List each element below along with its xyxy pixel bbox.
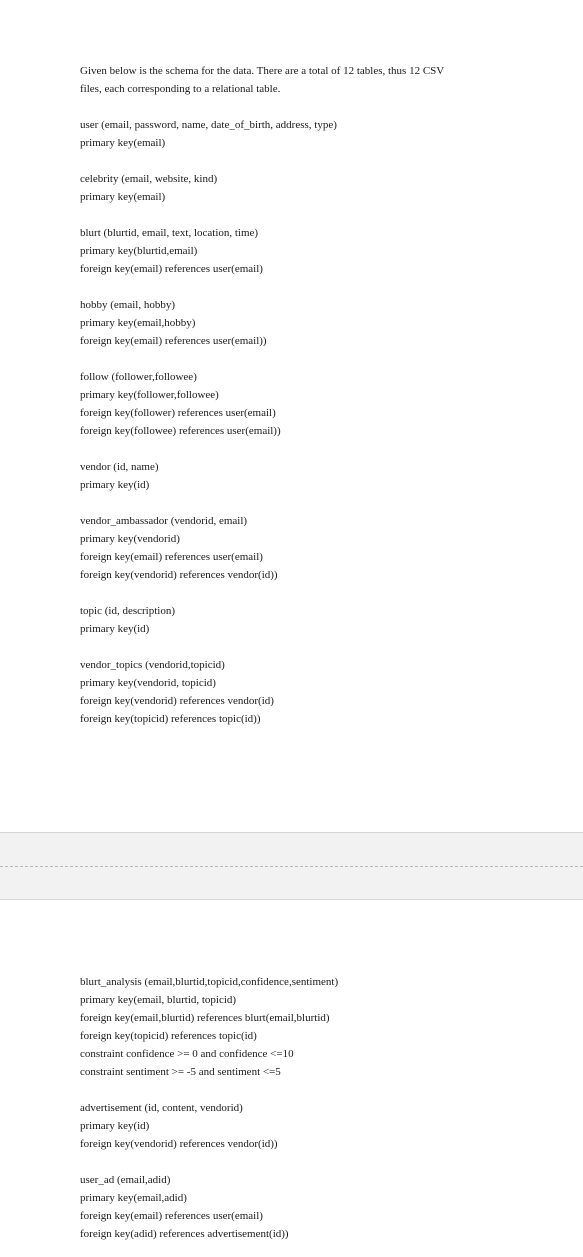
table-constraint: primary key(id)	[80, 623, 150, 635]
table-constraint: foreign key(topicid) references topic(id)	[80, 1030, 257, 1042]
table-constraint: foreign key(email) references user(email)	[80, 263, 263, 275]
table-definition	[80, 512, 520, 584]
table-constraint: primary key(blurtid,email)	[80, 245, 198, 257]
table-signature: celebrity (email, website, kind)	[80, 173, 218, 185]
table-constraint: primary key(email,adid)	[80, 1192, 187, 1204]
table-signature: advertisement (id, content, vendorid)	[80, 1102, 243, 1114]
page-break-divider	[0, 866, 583, 867]
table-constraint: foreign key(vendorid) references vendor(id))	[80, 1138, 278, 1150]
table-definition	[80, 296, 520, 350]
page-2-content	[80, 973, 520, 1243]
table-constraint: foreign key(vendorid) references vendor(id)	[80, 695, 274, 707]
table-constraint: foreign key(email) references user(email))	[80, 335, 267, 347]
table-definition	[80, 1099, 520, 1153]
page-break	[0, 832, 583, 900]
table-signature: topic (id, description)	[80, 605, 176, 617]
table-definition	[80, 170, 520, 206]
table-constraint: primary key(vendorid)	[80, 533, 180, 545]
table-constraint: foreign key(topicid) references topic(id))	[80, 713, 261, 725]
table-constraint: foreign key(follower) references user(email)	[80, 407, 276, 419]
table-constraint: primary key(follower,followee)	[80, 389, 219, 401]
table-definition	[80, 368, 520, 440]
intro-line: Given below is the schema for the data. There are a total of 12 tables, thus 12 CSV	[80, 65, 445, 77]
table-signature: hobby (email, hobby)	[80, 299, 176, 311]
table-constraint: constraint sentiment >= -5 and sentiment <=5	[80, 1066, 281, 1078]
table-constraint: foreign key(adid) references advertisement(id))	[80, 1228, 289, 1240]
table-constraint: primary key(email)	[80, 191, 166, 203]
table-constraint: foreign key(email,blurtid) references blurt(email,blurtid)	[80, 1012, 330, 1024]
table-definition	[80, 116, 520, 152]
table-constraint: foreign key(email) references user(email)	[80, 1210, 263, 1222]
table-definitions-page-2	[80, 973, 520, 1243]
table-constraint: foreign key(vendorid) references vendor(id))	[80, 569, 278, 581]
table-constraint: foreign key(email) references user(email)	[80, 551, 263, 563]
table-signature: blurt_analysis (email,blurtid,topicid,confidence,sentiment)	[80, 976, 339, 988]
table-definition	[80, 602, 520, 638]
table-definition	[80, 1171, 520, 1243]
table-signature: vendor_topics (vendorid,topicid)	[80, 659, 225, 671]
table-definition	[80, 973, 520, 1081]
table-definition	[80, 656, 520, 728]
table-definition	[80, 458, 520, 494]
table-signature: vendor_ambassador (vendorid, email)	[80, 515, 248, 527]
table-definition	[80, 224, 520, 278]
table-constraint: primary key(email)	[80, 137, 166, 149]
table-constraint: primary key(vendorid, topicid)	[80, 677, 216, 689]
table-definitions-page-1	[80, 116, 520, 728]
page-1-content	[80, 62, 520, 728]
table-signature: blurt (blurtid, email, text, location, time)	[80, 227, 259, 239]
table-constraint: primary key(id)	[80, 1120, 150, 1132]
table-signature: user_ad (email,adid)	[80, 1174, 171, 1186]
table-signature: user (email, password, name, date_of_birth, address, type)	[80, 119, 337, 131]
table-constraint: primary key(email,hobby)	[80, 317, 196, 329]
table-constraint: primary key(email, blurtid, topicid)	[80, 994, 237, 1006]
intro-line: files, each corresponding to a relational table.	[80, 83, 281, 95]
table-signature: vendor (id, name)	[80, 461, 159, 473]
intro-paragraph	[80, 62, 520, 98]
table-signature: follow (follower,followee)	[80, 371, 197, 383]
table-constraint: foreign key(followee) references user(email))	[80, 425, 281, 437]
table-constraint: primary key(id)	[80, 479, 150, 491]
table-constraint: constraint confidence >= 0 and confidence <=10	[80, 1048, 294, 1060]
